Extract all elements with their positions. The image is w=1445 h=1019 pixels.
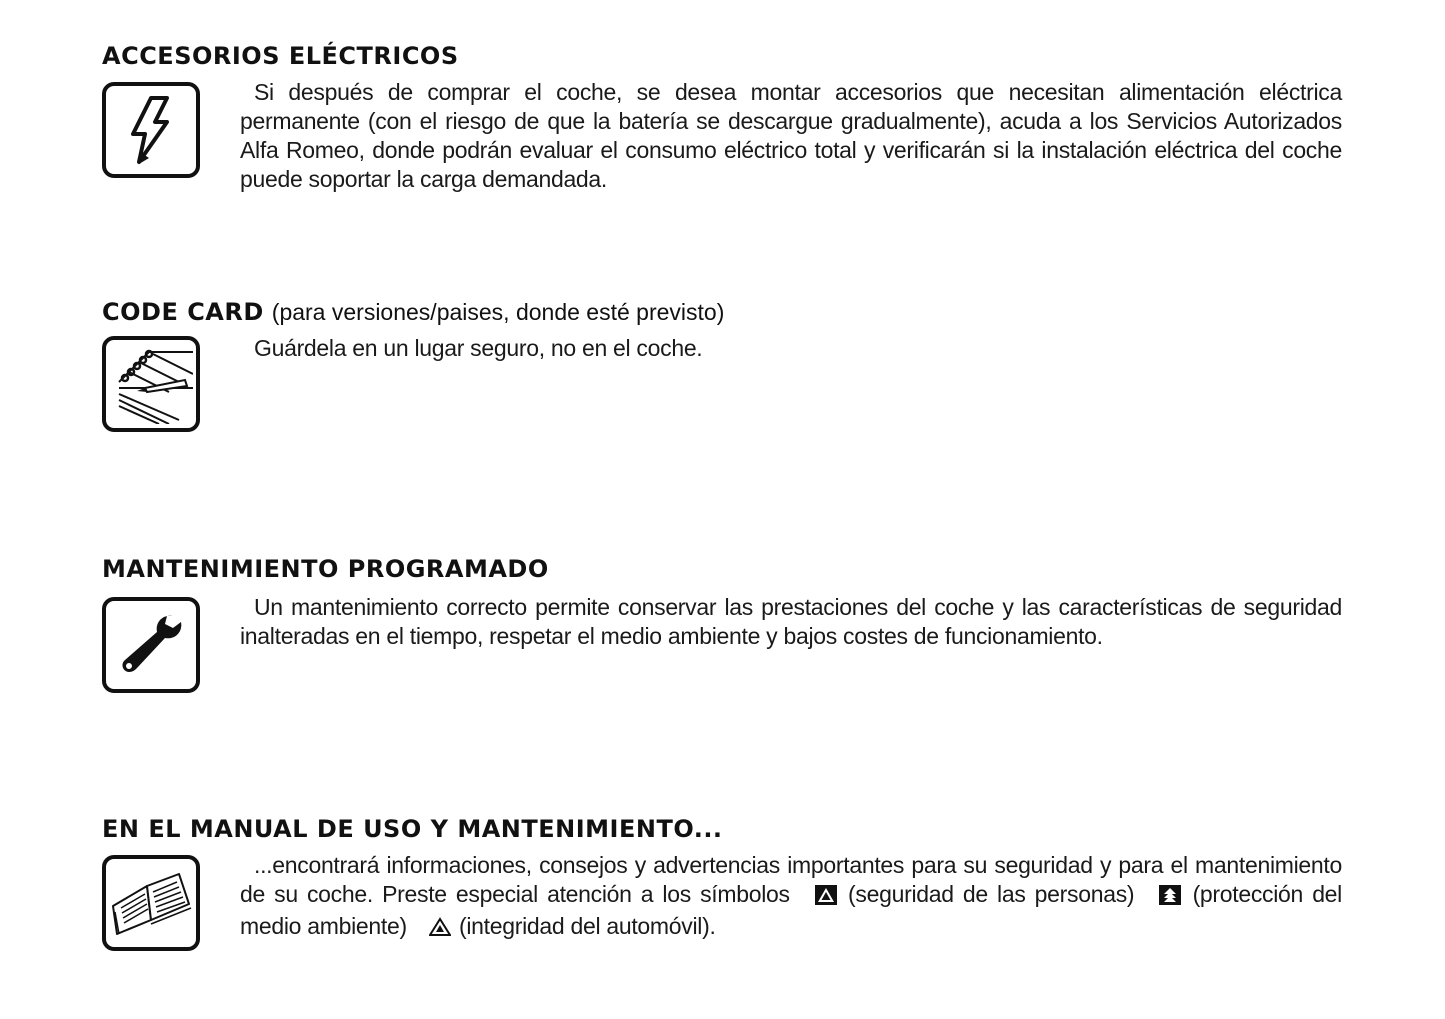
open-book-icon bbox=[102, 855, 200, 951]
section-paragraph: Un mantenimiento correcto permite conservar las prestaciones del coche y las características de seguridad inalteradas en el tiempo, respetar el medio ambiente y bajos costes de funcionamiento. bbox=[240, 594, 1342, 649]
section-paragraph: Si después de comprar el coche, se desea montar accesorios que necesitan alimentación eléctrica permanente (con el riesgo de que la batería se descargue gradualmente), acuda a los Servicios Autorizados Alfa Romeo, donde podrán evaluar el consumo eléctrico total y verificarán si la instalación eléctrica del coche puede soportar la carga demandada. bbox=[240, 79, 1342, 192]
section-subtitle: (para versiones/paises, donde esté previsto) bbox=[271, 299, 725, 325]
warning-triangle-filled-icon bbox=[801, 883, 837, 912]
section-paragraph: Guárdela en un lugar seguro, no en el coche. bbox=[254, 335, 703, 361]
section-heading: MANTENIMIENTO PROGRAMADO bbox=[102, 555, 549, 583]
section-code-card bbox=[102, 298, 1342, 386]
paragraph-part: ...encontrará informaciones, consejos y advertencias importantes para su seguridad y para el mantenimiento de su coche. Preste especial atención a los símbolos bbox=[240, 852, 1342, 907]
section-electrical-accessories bbox=[102, 42, 1342, 217]
section-title: CODE CARD bbox=[102, 298, 264, 326]
paragraph-part: (seguridad de las personas) bbox=[848, 881, 1135, 907]
section-heading bbox=[102, 298, 1342, 326]
environment-icon bbox=[1145, 883, 1181, 912]
notepad-icon bbox=[102, 336, 200, 432]
paragraph-part: (protección del medio ambiente) bbox=[240, 881, 1342, 939]
section-manual bbox=[102, 815, 1342, 967]
lightning-icon bbox=[102, 82, 200, 178]
section-heading: ACCESORIOS ELÉCTRICOS bbox=[102, 42, 459, 70]
warning-triangle-outline-icon bbox=[415, 915, 451, 944]
wrench-icon bbox=[102, 597, 200, 693]
section-heading: EN EL MANUAL DE USO Y MANTENIMIENTO... bbox=[102, 815, 723, 843]
section-paragraph bbox=[240, 851, 1342, 944]
section-scheduled-maintenance bbox=[102, 555, 1342, 674]
paragraph-part: (integridad del automóvil). bbox=[459, 913, 716, 939]
